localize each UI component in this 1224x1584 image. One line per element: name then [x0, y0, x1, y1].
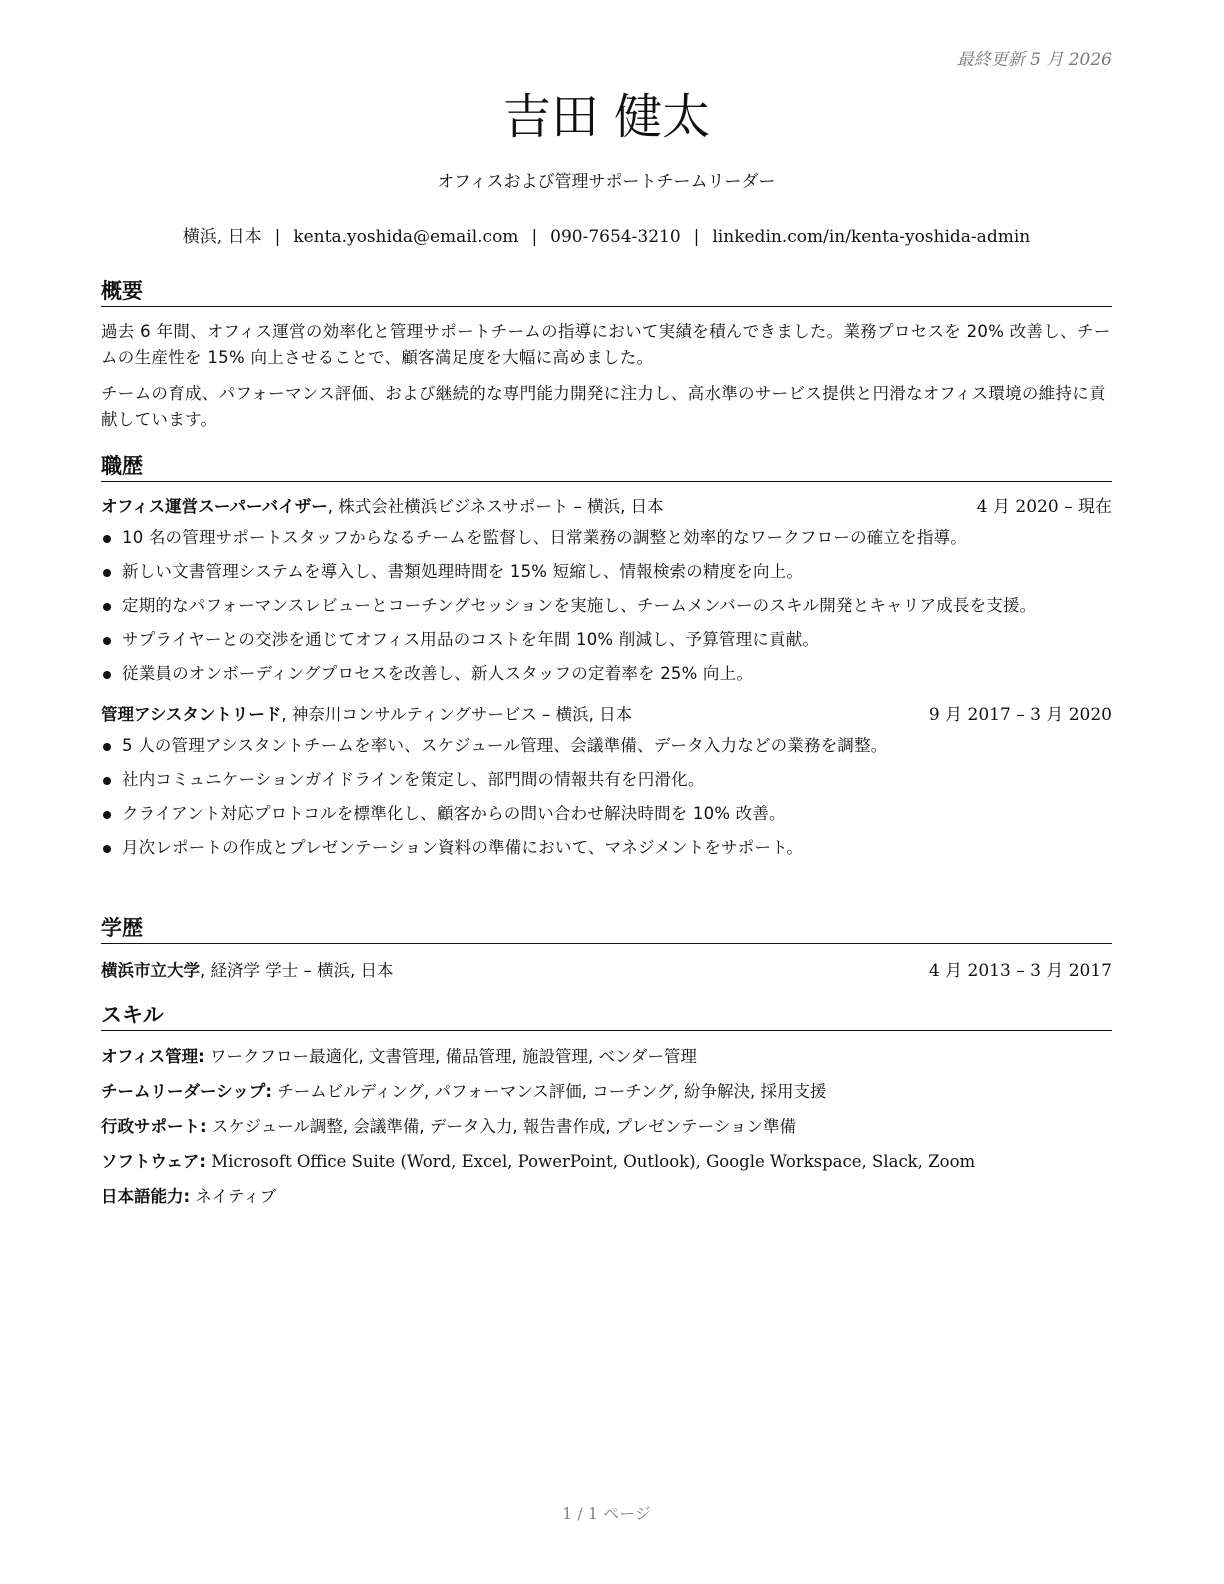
contact-separator: |: [531, 227, 538, 247]
candidate-name: 吉田 健太: [502, 89, 711, 145]
job-dates: 9 月 2017 – 3 月 2020: [928, 705, 1112, 725]
education-dates: 4 月 2013 – 3 月 2017: [928, 961, 1112, 981]
job-bullet: 10 名の管理サポートスタッフからなるチームを監督し、日常業務の調整と効率的なワークフローの確立を指導。: [101, 525, 1112, 551]
skill-row: [101, 1114, 1112, 1140]
skill-value: Microsoft Office Suite (Word, Excel, PowerPoint, Outlook), Google Workspace, Slack, Zoom: [205, 1152, 976, 1171]
job-dates: 4 月 2020 – 現在: [976, 497, 1112, 517]
experience-section: [101, 452, 1112, 869]
education-title-line: [101, 958, 393, 984]
job-org: , 神奈川コンサルティングサービス – 横浜, 日本: [281, 705, 633, 724]
contact-phone[interactable]: 090-7654-3210: [550, 227, 681, 247]
candidate-headline: オフィスおよび管理サポートチームリーダー: [437, 172, 776, 192]
job-entry: [101, 494, 1112, 687]
education-entry: [101, 958, 1112, 984]
job-bullets: [101, 525, 1112, 687]
skills-section: [101, 1001, 1112, 1219]
contact-separator: |: [274, 227, 281, 247]
job-bullet: 月次レポートの作成とプレゼンテーション資料の準備において、マネジメントをサポート。: [101, 835, 1112, 861]
skill-row: [101, 1044, 1112, 1070]
job-header: [101, 494, 1112, 520]
skill-label: ソフトウェア:: [101, 1152, 206, 1171]
skill-label: 日本語能力:: [101, 1187, 191, 1206]
job-bullet: 新しい文書管理システムを導入し、書類処理時間を 15% 短縮し、情報検索の精度を向上。: [101, 559, 1112, 585]
education-section: [101, 914, 1112, 984]
skill-value: チームビルディング, パフォーマンス評価, コーチング, 紛争解決, 採用支援: [271, 1082, 827, 1101]
job-org: , 株式会社横浜ビジネスサポート – 横浜, 日本: [327, 497, 664, 516]
skill-value: ネイティブ: [190, 1187, 277, 1206]
job-title-line: [101, 494, 664, 520]
section-title-education: 学歴: [101, 914, 1112, 944]
job-bullet: サプライヤーとの交渉を通じてオフィス用品のコストを年間 10% 削減し、予算管理に貢献。: [101, 627, 1112, 653]
skill-label: オフィス管理:: [101, 1047, 205, 1066]
contact-separator: |: [693, 227, 700, 247]
job-bullet: 社内コミュニケーションガイドラインを策定し、部門間の情報共有を円滑化。: [101, 767, 1112, 793]
summary-paragraph: チームの育成、パフォーマンス評価、および継続的な専門能力開発に注力し、高水準のサービス提供と円滑なオフィス環境の維持に貢献しています。: [101, 384, 1106, 429]
job-bullet: 定期的なパフォーマンスレビューとコーチングセッションを実施し、チームメンバーのスキル開発とキャリア成長を支援。: [101, 593, 1112, 619]
skill-row: [101, 1149, 1112, 1175]
last-updated: 最終更新 5 月 2026: [956, 50, 1112, 70]
skill-label: 行政サポート:: [101, 1117, 207, 1136]
contact-linkedin[interactable]: linkedin.com/in/kenta-yoshida-admin: [712, 227, 1031, 247]
job-bullet: 5 人の管理アシスタントチームを率い、スケジュール管理、会議準備、データ入力などの業務を調整。: [101, 733, 1112, 759]
section-title-skills: スキル: [101, 1001, 1112, 1031]
job-role: オフィス運営スーパーバイザー: [101, 497, 328, 516]
skill-value: スケジュール調整, 会議準備, データ入力, 報告書作成, プレゼンテーション準備: [206, 1117, 797, 1136]
page-number: 1 / 1 ページ: [562, 1504, 651, 1523]
contact-email[interactable]: kenta.yoshida@email.com: [293, 227, 519, 247]
contact-line: [101, 225, 1112, 249]
skill-row: [101, 1184, 1112, 1210]
job-entry: [101, 702, 1112, 861]
job-bullets: [101, 733, 1112, 861]
skill-row: [101, 1079, 1112, 1105]
skill-value: ワークフロー最適化, 文書管理, 備品管理, 施設管理, ベンダー管理: [204, 1047, 697, 1066]
job-title-line: [101, 702, 632, 728]
section-title-experience: 職歴: [101, 452, 1112, 482]
contact-location: 横浜, 日本: [182, 227, 262, 247]
job-header: [101, 702, 1112, 728]
section-title-summary: 概要: [101, 277, 1112, 307]
skills-list: [101, 1044, 1112, 1210]
education-detail: , 経済学 学士 – 横浜, 日本: [200, 961, 394, 980]
job-bullet: クライアント対応プロトコルを標準化し、顧客からの問い合わせ解決時間を 10% 改善。: [101, 801, 1112, 827]
job-role: 管理アシスタントリード: [101, 705, 282, 724]
summary-section: [101, 277, 1112, 433]
skill-label: チームリーダーシップ:: [101, 1082, 272, 1101]
job-bullet: 従業員のオンボーディングプロセスを改善し、新人スタッフの定着率を 25% 向上。: [101, 661, 1112, 687]
summary-paragraph: 過去 6 年間、オフィス運営の効率化と管理サポートチームの指導において実績を積んできました。業務プロセスを 20% 改善し、チームの生産性を 15% 向上させることで、顧客満足度を大幅に高めました。: [101, 322, 1111, 367]
education-school: 横浜市立大学: [101, 961, 200, 980]
